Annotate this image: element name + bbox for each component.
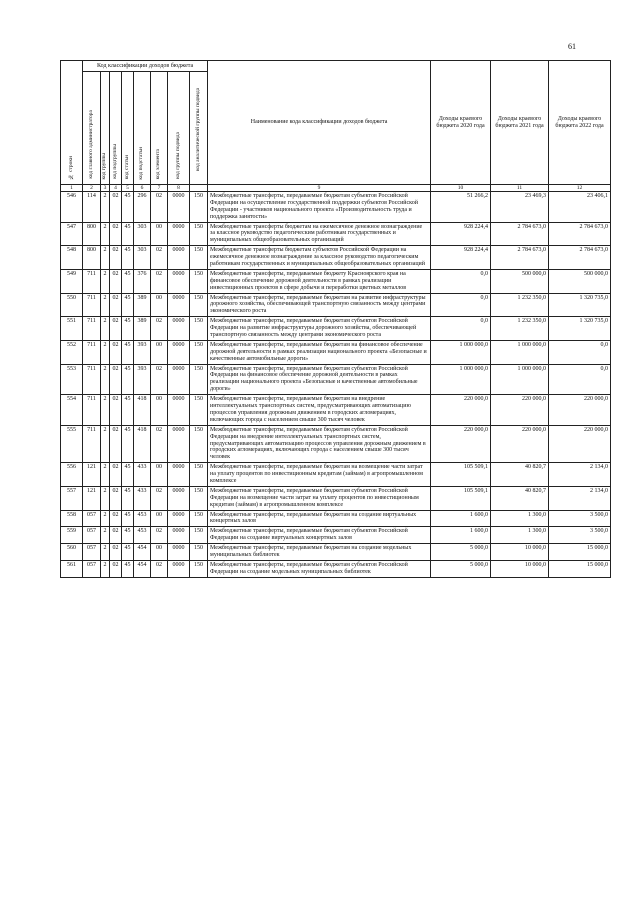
table-row xyxy=(61,544,611,561)
income-2021-cell: 1 000 000,0 xyxy=(491,364,549,395)
subtype-code-cell: 0000 xyxy=(168,544,190,561)
element-code-cell: 02 xyxy=(151,269,168,293)
income-2021-cell: 1 232 350,0 xyxy=(491,293,549,317)
table-row xyxy=(61,269,611,293)
article-code-cell: 45 xyxy=(122,463,134,487)
income-2022-cell: 1 320 735,0 xyxy=(549,317,611,341)
income-name-cell: Межбюджетные трансферты бюджетам на ежемесячное денежное вознаграждение за классное руководство педагогическим работникам государственных и муниципальных общеобразовательных организаций xyxy=(208,222,431,246)
subgroup-code-cell: 02 xyxy=(110,364,122,395)
income-2022-cell: 2 134,0 xyxy=(549,463,611,487)
column-number-row xyxy=(61,185,611,192)
table-row xyxy=(61,340,611,364)
subarticle-code-cell: 433 xyxy=(134,463,151,487)
element-code-cell: 00 xyxy=(151,510,168,527)
group-code-cell: 2 xyxy=(101,340,110,364)
admin-code-cell: 121 xyxy=(83,486,101,510)
column-number: 4 xyxy=(110,185,122,192)
header-subtype-code: код группы подвида xyxy=(168,72,190,185)
subarticle-code-cell: 418 xyxy=(134,395,151,426)
table-body xyxy=(61,192,611,578)
row-number-cell: 555 xyxy=(61,425,83,462)
admin-code-cell: 711 xyxy=(83,317,101,341)
income-2020-cell: 105 509,1 xyxy=(431,463,491,487)
subarticle-code-cell: 393 xyxy=(134,340,151,364)
group-code-cell: 2 xyxy=(101,463,110,487)
table-row xyxy=(61,246,611,270)
income-2022-cell: 0,0 xyxy=(549,340,611,364)
income-2021-cell: 40 820,7 xyxy=(491,486,549,510)
subarticle-code-cell: 389 xyxy=(134,293,151,317)
subarticle-code-cell: 433 xyxy=(134,486,151,510)
income-2020-cell: 0,0 xyxy=(431,293,491,317)
analytic-code-cell: 150 xyxy=(190,510,208,527)
subtype-code-cell: 0000 xyxy=(168,293,190,317)
income-2020-cell: 928 224,4 xyxy=(431,246,491,270)
table-row xyxy=(61,192,611,223)
income-2021-cell: 2 784 673,0 xyxy=(491,222,549,246)
element-code-cell: 02 xyxy=(151,364,168,395)
income-2021-cell: 1 300,0 xyxy=(491,527,549,544)
income-name-cell: Межбюджетные трансферты, передаваемые бюджетам на развитие инфраструктуры дорожного хозяйства, обеспечивающей транспортную связанность между центрами экономического роста xyxy=(208,293,431,317)
subgroup-code-cell: 02 xyxy=(110,510,122,527)
article-code-cell: 45 xyxy=(122,544,134,561)
income-name-cell: Межбюджетные трансферты, передаваемые бюджетам на финансовое обеспечение дорожной деятельности в рамках реализации национального проекта «Безопасные и качественные автомобильные дороги» xyxy=(208,340,431,364)
income-2020-cell: 220 000,0 xyxy=(431,425,491,462)
table-row xyxy=(61,425,611,462)
subgroup-code-cell: 02 xyxy=(110,395,122,426)
income-name-cell: Межбюджетные трансферты, передаваемые бюджетам субъектов Российской Федерации на создание виртуальных концертных залов xyxy=(208,527,431,544)
income-name-cell: Межбюджетные трансферты, передаваемые бюджетам на возмещение части затрат на уплату процентов по инвестиционным кредитам (займам) в агропромышленном комплексе xyxy=(208,463,431,487)
income-name-cell: Межбюджетные трансферты бюджетам субъектов Российской Федерации на ежемесячное денежное вознаграждение за классное руководство педагогическим работникам государственных и муниципальных общеобразовательных организаций xyxy=(208,246,431,270)
group-code-cell: 2 xyxy=(101,527,110,544)
income-2022-cell: 2 134,0 xyxy=(549,486,611,510)
article-code-cell: 45 xyxy=(122,317,134,341)
income-name-cell: Межбюджетные трансферты, передаваемые бюджетам субъектов Российской Федерации на осуществление государственной поддержки субъектов Российской Федерации - участников национального проекта «Производительность труда и поддержка занятости» xyxy=(208,192,431,223)
income-2020-cell: 0,0 xyxy=(431,317,491,341)
subarticle-code-cell: 393 xyxy=(134,364,151,395)
column-number: 2 xyxy=(83,185,101,192)
analytic-code-cell: 150 xyxy=(190,317,208,341)
analytic-code-cell: 150 xyxy=(190,246,208,270)
subarticle-code-cell: 454 xyxy=(134,560,151,577)
element-code-cell: 02 xyxy=(151,246,168,270)
subgroup-code-cell: 02 xyxy=(110,269,122,293)
article-code-cell: 45 xyxy=(122,246,134,270)
income-2020-cell: 220 000,0 xyxy=(431,395,491,426)
income-name-cell: Межбюджетные трансферты, передаваемые бюджетам на внедрение интеллектуальных транспортных систем, предусматривающих автоматизацию процессов управления дорожным движением в городских агломерациях, включающих города с населением свыше 300 тысяч человек xyxy=(208,395,431,426)
subtype-code-cell: 0000 xyxy=(168,340,190,364)
admin-code-cell: 711 xyxy=(83,340,101,364)
element-code-cell: 02 xyxy=(151,425,168,462)
subgroup-code-cell: 02 xyxy=(110,246,122,270)
element-code-cell: 00 xyxy=(151,544,168,561)
group-code-cell: 2 xyxy=(101,560,110,577)
subtype-code-cell: 0000 xyxy=(168,395,190,426)
table-row xyxy=(61,486,611,510)
income-2020-cell: 928 224,4 xyxy=(431,222,491,246)
subgroup-code-cell: 02 xyxy=(110,425,122,462)
header-income-2021: Доходы краевого бюджета 2021 года xyxy=(491,61,549,185)
page-number: 61 xyxy=(568,42,576,51)
article-code-cell: 45 xyxy=(122,340,134,364)
subgroup-code-cell: 02 xyxy=(110,222,122,246)
row-number-cell: 560 xyxy=(61,544,83,561)
header-row-number: № строки xyxy=(61,61,83,185)
subtype-code-cell: 0000 xyxy=(168,246,190,270)
income-2022-cell: 23 406,1 xyxy=(549,192,611,223)
income-2022-cell: 0,0 xyxy=(549,364,611,395)
article-code-cell: 45 xyxy=(122,560,134,577)
article-code-cell: 45 xyxy=(122,395,134,426)
article-code-cell: 45 xyxy=(122,293,134,317)
income-2022-cell: 500 000,0 xyxy=(549,269,611,293)
analytic-code-cell: 150 xyxy=(190,395,208,426)
group-code-cell: 2 xyxy=(101,486,110,510)
header-article-code: код статьи xyxy=(122,72,134,185)
header-subgroup-code: код подгруппы xyxy=(110,72,122,185)
subgroup-code-cell: 02 xyxy=(110,192,122,223)
income-2020-cell: 5 000,0 xyxy=(431,544,491,561)
subgroup-code-cell: 02 xyxy=(110,293,122,317)
article-code-cell: 45 xyxy=(122,222,134,246)
analytic-code-cell: 150 xyxy=(190,544,208,561)
income-2021-cell: 1 300,0 xyxy=(491,510,549,527)
table-row xyxy=(61,395,611,426)
income-name-cell: Межбюджетные трансферты, передаваемые бюджетам на создание виртуальных концертных залов xyxy=(208,510,431,527)
row-number-cell: 548 xyxy=(61,246,83,270)
group-code-cell: 2 xyxy=(101,364,110,395)
group-code-cell: 2 xyxy=(101,395,110,426)
income-2022-cell: 3 500,0 xyxy=(549,527,611,544)
subtype-code-cell: 0000 xyxy=(168,463,190,487)
subarticle-code-cell: 389 xyxy=(134,317,151,341)
table-row xyxy=(61,527,611,544)
table-row xyxy=(61,317,611,341)
column-number xyxy=(190,185,208,192)
row-number-cell: 552 xyxy=(61,340,83,364)
admin-code-cell: 057 xyxy=(83,544,101,561)
admin-code-cell: 800 xyxy=(83,222,101,246)
group-code-cell: 2 xyxy=(101,425,110,462)
income-2022-cell: 15 000,0 xyxy=(549,544,611,561)
income-2022-cell: 220 000,0 xyxy=(549,425,611,462)
subtype-code-cell: 0000 xyxy=(168,510,190,527)
income-name-cell: Межбюджетные трансферты, передаваемые бюджетам субъектов Российской Федерации на создание модельных муниципальных библиотек xyxy=(208,560,431,577)
income-2021-cell: 1 232 350,0 xyxy=(491,317,549,341)
income-2020-cell: 105 509,1 xyxy=(431,486,491,510)
group-code-cell: 2 xyxy=(101,293,110,317)
admin-code-cell: 121 xyxy=(83,463,101,487)
row-number-cell: 547 xyxy=(61,222,83,246)
income-2021-cell: 500 000,0 xyxy=(491,269,549,293)
element-code-cell: 00 xyxy=(151,222,168,246)
admin-code-cell: 800 xyxy=(83,246,101,270)
subgroup-code-cell: 02 xyxy=(110,317,122,341)
income-2020-cell: 51 266,2 xyxy=(431,192,491,223)
admin-code-cell: 711 xyxy=(83,364,101,395)
group-code-cell: 2 xyxy=(101,510,110,527)
header-subarticle-code: код подстатьи xyxy=(134,72,151,185)
article-code-cell: 45 xyxy=(122,192,134,223)
element-code-cell: 00 xyxy=(151,340,168,364)
row-number-cell: 557 xyxy=(61,486,83,510)
group-code-cell: 2 xyxy=(101,246,110,270)
table-row xyxy=(61,510,611,527)
income-2021-cell: 23 469,3 xyxy=(491,192,549,223)
admin-code-cell: 057 xyxy=(83,560,101,577)
income-2022-cell: 2 784 673,0 xyxy=(549,222,611,246)
admin-code-cell: 711 xyxy=(83,395,101,426)
income-name-cell: Межбюджетные трансферты, передаваемые бюджетам на создание модельных муниципальных библиотек xyxy=(208,544,431,561)
subgroup-code-cell: 02 xyxy=(110,486,122,510)
subarticle-code-cell: 303 xyxy=(134,246,151,270)
admin-code-cell: 711 xyxy=(83,425,101,462)
analytic-code-cell: 150 xyxy=(190,425,208,462)
row-number-cell: 558 xyxy=(61,510,83,527)
subtype-code-cell: 0000 xyxy=(168,425,190,462)
income-2021-cell: 10 000,0 xyxy=(491,544,549,561)
element-code-cell: 00 xyxy=(151,463,168,487)
row-number-cell: 559 xyxy=(61,527,83,544)
income-2022-cell: 15 000,0 xyxy=(549,560,611,577)
column-number: 9 xyxy=(208,185,431,192)
row-number-cell: 549 xyxy=(61,269,83,293)
income-name-cell: Межбюджетные трансферты, передаваемые бюджету Красноярского края на финансовое обеспечение дорожной деятельности в рамках реализации инвестиционных проектов в сфере добычи и переработки цветных металлов xyxy=(208,269,431,293)
subarticle-code-cell: 453 xyxy=(134,527,151,544)
row-number-cell: 551 xyxy=(61,317,83,341)
table-row xyxy=(61,560,611,577)
group-code-cell: 2 xyxy=(101,222,110,246)
header-group-code: код группы xyxy=(101,72,110,185)
column-number: 7 xyxy=(151,185,168,192)
subarticle-code-cell: 296 xyxy=(134,192,151,223)
header-analytic-code: код аналитической группы подвида xyxy=(190,72,208,185)
header-admin-code: код главного администратора xyxy=(83,72,101,185)
element-code-cell: 02 xyxy=(151,527,168,544)
analytic-code-cell: 150 xyxy=(190,192,208,223)
subarticle-code-cell: 418 xyxy=(134,425,151,462)
subtype-code-cell: 0000 xyxy=(168,317,190,341)
subtype-code-cell: 0000 xyxy=(168,192,190,223)
column-number: 11 xyxy=(491,185,549,192)
analytic-code-cell: 150 xyxy=(190,560,208,577)
article-code-cell: 45 xyxy=(122,486,134,510)
subarticle-code-cell: 303 xyxy=(134,222,151,246)
subarticle-code-cell: 376 xyxy=(134,269,151,293)
admin-code-cell: 057 xyxy=(83,527,101,544)
row-number-cell: 550 xyxy=(61,293,83,317)
admin-code-cell: 711 xyxy=(83,293,101,317)
subtype-code-cell: 0000 xyxy=(168,269,190,293)
header-income-2020: Доходы краевого бюджета 2020 года xyxy=(431,61,491,185)
article-code-cell: 45 xyxy=(122,527,134,544)
subtype-code-cell: 0000 xyxy=(168,222,190,246)
element-code-cell: 02 xyxy=(151,560,168,577)
income-2022-cell: 220 000,0 xyxy=(549,395,611,426)
subtype-code-cell: 0000 xyxy=(168,527,190,544)
element-code-cell: 00 xyxy=(151,395,168,426)
subtype-code-cell: 0000 xyxy=(168,560,190,577)
row-number-cell: 561 xyxy=(61,560,83,577)
analytic-code-cell: 150 xyxy=(190,527,208,544)
element-code-cell: 00 xyxy=(151,293,168,317)
subgroup-code-cell: 02 xyxy=(110,463,122,487)
income-2021-cell: 2 784 673,0 xyxy=(491,246,549,270)
analytic-code-cell: 150 xyxy=(190,269,208,293)
header-element-code: код элемента xyxy=(151,72,168,185)
column-number: 10 xyxy=(431,185,491,192)
element-code-cell: 02 xyxy=(151,317,168,341)
subarticle-code-cell: 454 xyxy=(134,544,151,561)
admin-code-cell: 057 xyxy=(83,510,101,527)
analytic-code-cell: 150 xyxy=(190,293,208,317)
budget-income-table xyxy=(60,60,611,578)
subtype-code-cell: 0000 xyxy=(168,364,190,395)
income-name-cell: Межбюджетные трансферты, передаваемые бюджетам субъектов Российской Федерации на развитие инфраструктуры дорожного хозяйства, обеспечивающей транспортную связанность между центрами экономического роста xyxy=(208,317,431,341)
article-code-cell: 45 xyxy=(122,425,134,462)
income-2020-cell: 5 000,0 xyxy=(431,560,491,577)
analytic-code-cell: 150 xyxy=(190,486,208,510)
income-2020-cell: 1 000 000,0 xyxy=(431,340,491,364)
article-code-cell: 45 xyxy=(122,510,134,527)
column-number: 6 xyxy=(134,185,151,192)
income-name-cell: Межбюджетные трансферты, передаваемые бюджетам субъектов Российской Федерации на финансовое обеспечение дорожной деятельности в рамках реализации национального проекта «Безопасные и качественные автомобильные дороги» xyxy=(208,364,431,395)
group-code-cell: 2 xyxy=(101,192,110,223)
column-number: 12 xyxy=(549,185,611,192)
table-row xyxy=(61,364,611,395)
income-2021-cell: 40 820,7 xyxy=(491,463,549,487)
table-row xyxy=(61,463,611,487)
admin-code-cell: 711 xyxy=(83,269,101,293)
income-2021-cell: 220 000,0 xyxy=(491,395,549,426)
element-code-cell: 02 xyxy=(151,192,168,223)
element-code-cell: 02 xyxy=(151,486,168,510)
subgroup-code-cell: 02 xyxy=(110,527,122,544)
article-code-cell: 45 xyxy=(122,364,134,395)
table-row xyxy=(61,293,611,317)
admin-code-cell: 114 xyxy=(83,192,101,223)
column-number: 5 xyxy=(122,185,134,192)
subgroup-code-cell: 02 xyxy=(110,560,122,577)
income-2021-cell: 10 000,0 xyxy=(491,560,549,577)
subgroup-code-cell: 02 xyxy=(110,340,122,364)
header-classification-group: Код классификации доходов бюджета xyxy=(83,61,208,72)
analytic-code-cell: 150 xyxy=(190,340,208,364)
subtype-code-cell: 0000 xyxy=(168,486,190,510)
subarticle-code-cell: 453 xyxy=(134,510,151,527)
income-2021-cell: 1 000 000,0 xyxy=(491,340,549,364)
analytic-code-cell: 150 xyxy=(190,364,208,395)
column-number: 8 xyxy=(168,185,190,192)
subgroup-code-cell: 02 xyxy=(110,544,122,561)
income-name-cell: Межбюджетные трансферты, передаваемые бюджетам субъектов Российской Федерации на внедрение интеллектуальных транспортных систем, предусматривающих автоматизацию процессов управления дорожным движением в городских агломерациях, включающих города с населением свыше 300 тысяч человек xyxy=(208,425,431,462)
income-2020-cell: 1 600,0 xyxy=(431,510,491,527)
group-code-cell: 2 xyxy=(101,317,110,341)
column-number: 3 xyxy=(101,185,110,192)
header-name: Наименование кода классификации доходов бюджета xyxy=(208,61,431,185)
analytic-code-cell: 150 xyxy=(190,222,208,246)
income-2021-cell: 220 000,0 xyxy=(491,425,549,462)
row-number-cell: 553 xyxy=(61,364,83,395)
group-code-cell: 2 xyxy=(101,544,110,561)
income-2022-cell: 2 784 673,0 xyxy=(549,246,611,270)
income-2020-cell: 0,0 xyxy=(431,269,491,293)
row-number-cell: 546 xyxy=(61,192,83,223)
header-income-2022: Доходы краевого бюджета 2022 года xyxy=(549,61,611,185)
row-number-cell: 556 xyxy=(61,463,83,487)
income-name-cell: Межбюджетные трансферты, передаваемые бюджетам субъектов Российской Федерации на возмещение части затрат на уплату процентов по инвестиционным кредитам (займам) в агропромышленном комплексе xyxy=(208,486,431,510)
article-code-cell: 45 xyxy=(122,269,134,293)
group-code-cell: 2 xyxy=(101,269,110,293)
income-2022-cell: 3 500,0 xyxy=(549,510,611,527)
income-2022-cell: 1 320 735,0 xyxy=(549,293,611,317)
income-2020-cell: 1 600,0 xyxy=(431,527,491,544)
table-row xyxy=(61,222,611,246)
income-2020-cell: 1 000 000,0 xyxy=(431,364,491,395)
column-number: 1 xyxy=(61,185,83,192)
analytic-code-cell: 150 xyxy=(190,463,208,487)
row-number-cell: 554 xyxy=(61,395,83,426)
